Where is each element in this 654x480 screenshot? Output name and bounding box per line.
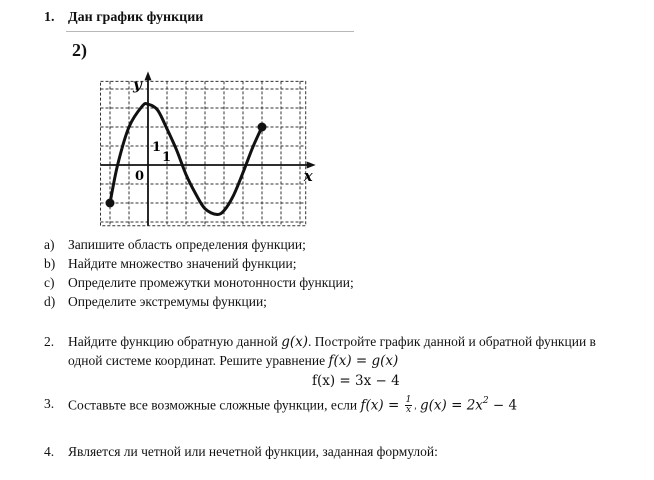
- task1-number: 1.: [44, 10, 55, 25]
- start-point: [106, 199, 115, 208]
- task3-fraction: [405, 396, 413, 415]
- task4-text: Является ли четной или нечетной функции, заданная формулой:: [68, 444, 438, 459]
- title-divider: [66, 31, 354, 32]
- task3-comma: ,: [414, 400, 417, 411]
- item-b-marker: b): [44, 256, 56, 271]
- task2-number: 2.: [44, 334, 55, 349]
- task2-line2: [68, 352, 398, 370]
- function-graph: [90, 58, 330, 238]
- item-b-text: Найдите множество значений функции;: [68, 256, 297, 271]
- frac-denominator: x: [405, 404, 412, 415]
- origin-label: 0: [135, 169, 145, 184]
- x-axis-label: x: [303, 167, 313, 185]
- task3-g-exponent: 2: [482, 396, 489, 406]
- task4-number: 4.: [44, 444, 55, 459]
- item-d-text: Определите экстремумы функции;: [68, 294, 267, 309]
- task3-f-lhs: f(x) =: [360, 397, 400, 414]
- task2-formula: f(x) = 3x − 4: [312, 373, 400, 389]
- task2-line1: [68, 333, 596, 351]
- task2-line1-b: . Постройте график данной и обратной функции в: [307, 334, 596, 349]
- item-c-marker: c): [44, 275, 55, 290]
- task3-g-tail: − 4: [488, 397, 518, 414]
- task1-title: Дан график функции: [68, 10, 204, 25]
- item-d-marker: d): [44, 294, 56, 309]
- task3-g-lhs: g(x) = 2x: [420, 397, 483, 414]
- task2-line1-a: Найдите функцию обратную данной: [68, 334, 282, 349]
- task3-line: [68, 392, 517, 415]
- task2-g-of-x: g(x): [281, 334, 308, 350]
- y-axis-label: y: [133, 75, 142, 94]
- task3-text: Составьте все возможные сложные функции, если: [68, 397, 361, 413]
- unit-x-label: 1: [162, 150, 172, 165]
- graph-number: 2): [72, 40, 87, 60]
- item-a-text: Запишите область определения функции;: [68, 237, 306, 252]
- task2-equation: f(x) = g(x): [328, 353, 399, 369]
- item-c-text: Определите промежутки монотонности функции;: [68, 275, 354, 290]
- task3-number: 3.: [44, 396, 55, 411]
- item-a-marker: a): [44, 237, 55, 252]
- unit-y-label: 1: [152, 140, 162, 155]
- y-axis-arrow: [145, 71, 152, 80]
- frac-numerator: 1: [405, 394, 412, 405]
- task2-line2-a: одной системе координат. Решите уравнение: [68, 353, 329, 368]
- end-point: [258, 123, 267, 132]
